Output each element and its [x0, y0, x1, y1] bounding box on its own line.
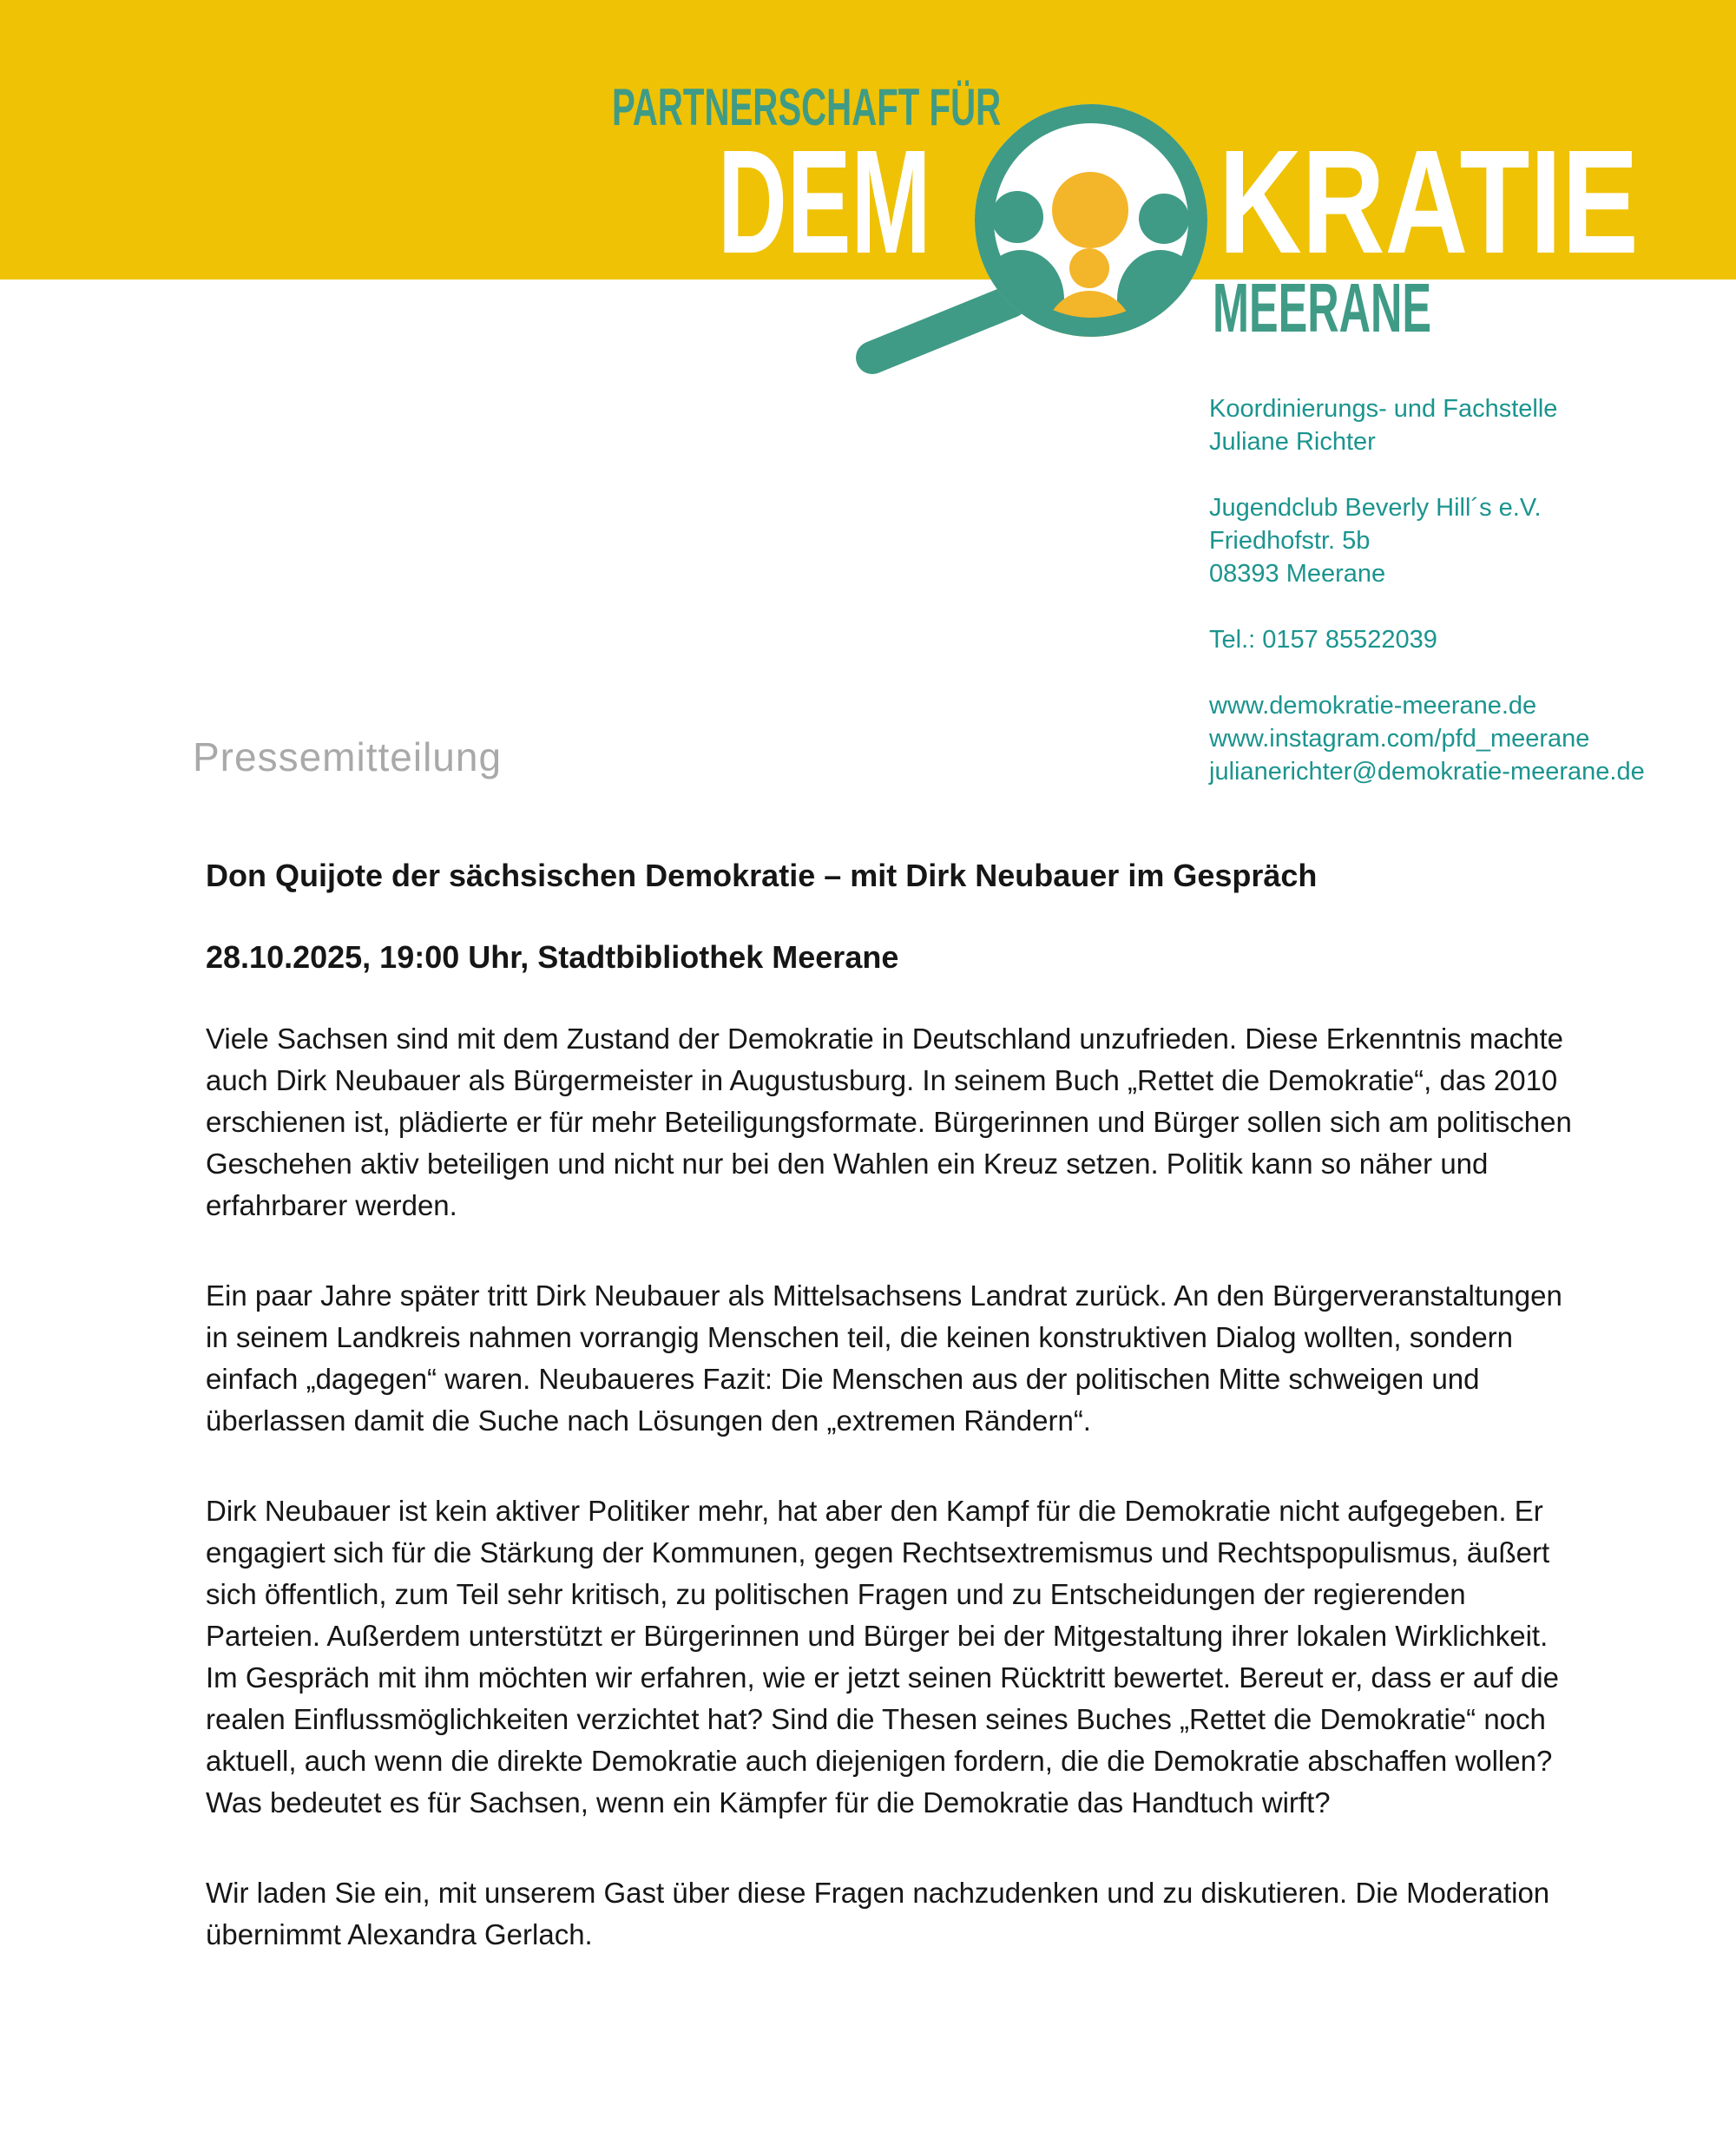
logo-city-meerane-text: MEERANE	[1213, 269, 1432, 346]
contact-phone: Tel.: 0157 85522039	[1209, 626, 1437, 654]
event-date-location: 28.10.2025, 19:00 Uhr, Stadtbibliothek Meerane	[206, 939, 899, 975]
document-body	[206, 855, 1577, 2004]
person-head-right-icon	[1139, 194, 1189, 244]
logo-word-kratie-text: KRATIE	[1219, 120, 1639, 285]
website-link[interactable]: www.demokratie-meerane.de	[1209, 692, 1537, 720]
magnifier-people-icon	[851, 78, 1224, 391]
logo-city-meerane	[1213, 269, 1560, 346]
contact-address-group	[1209, 491, 1645, 590]
document-kind-label: Pressemitteilung	[193, 734, 503, 779]
email-link[interactable]: julianerichter@demokratie-meerane.de	[1209, 758, 1645, 786]
instagram-link[interactable]: www.instagram.com/pfd_meerane	[1209, 725, 1590, 753]
logo-word-kratie	[1219, 120, 1736, 285]
contact-person: Juliane Richter	[1209, 428, 1376, 456]
contact-links-group	[1209, 689, 1645, 788]
headline: Don Quijote der sächsischen Demokratie – mit Dirk Neubauer im Gespräch	[206, 858, 1318, 893]
person-head-front-icon	[1069, 248, 1109, 288]
contact-city: 08393 Meerane	[1209, 560, 1386, 588]
contact-street: Friedhofstr. 5b	[1209, 527, 1371, 555]
logo-word-dem-text: DEM	[718, 120, 931, 285]
person-body-front-icon	[1044, 291, 1134, 386]
person-head-center-icon	[1052, 172, 1128, 248]
contact-block	[1209, 392, 1645, 821]
contact-phone-group	[1209, 623, 1645, 656]
person-head-left-icon	[991, 191, 1043, 243]
paragraph-1: Viele Sachsen sind mit dem Zustand der Demokratie in Deutschland unzufrieden. Diese Erkenntnis machte auch Dirk Neubauer als Bürgermeister in Augustusburg. In seinem Buch „Rettet die Demokratie“, das 2010 erschienen ist, plädierte er für mehr Beteiligungsformate. Bürgerinnen und Bürger sollen sich am politischen Geschehen aktiv beteiligen und nicht nur bei den Wahlen ein Kreuz setzen. Politik kann so näher und erfahrbarer werden.	[206, 1023, 1572, 1221]
paragraph-4: Wir laden Sie ein, mit unserem Gast über diese Fragen nachzudenken und zu diskutieren. Die Moderation übernimmt Alexandra Gerlach.	[206, 1877, 1550, 1950]
logo-line-partnerschaft-text: PARTNERSCHAFT FÜR	[612, 78, 1002, 136]
paragraph-2: Ein paar Jahre später tritt Dirk Neubauer als Mittelsachsens Landrat zurück. An den Bürgerveranstaltungen in seinem Landkreis nahmen vorrangig Menschen teil, die keinen konstruktiven Dialog wollten, sondern einfach „dagegen“ waren. Neubaueres Fazit: Die Menschen aus der politischen Mitte schweigen und überlassen damit die Suche nach Lösungen den „extremen Rändern“.	[206, 1279, 1562, 1437]
contact-role: Koordinierungs- und Fachstelle	[1209, 395, 1558, 423]
contact-org-group	[1209, 392, 1645, 458]
paragraph-3: Dirk Neubauer ist kein aktiver Politiker mehr, hat aber den Kampf für die Demokratie nicht aufgegeben. Er engagiert sich für die Stärkung der Kommunen, gegen Rechtsextremismus und Rechtspopulismus, äußert sich öffentlich, zum Teil sehr kritisch, zu politischen Fragen und zu Entscheidungen der regierenden Parteien. Außerdem unterstützt er Bürgerinnen und Bürger bei der Mitgestaltung ihrer lokalen Wirklichkeit. Im Gespräch mit ihm möchten wir erfahren, wie er jetzt seinen Rücktritt bewertet. Bereut er, dass er auf die realen Einflussmöglichkeiten verzichtet hat? Sind die Thesen seines Buches „Rettet die Demokratie“ noch aktuell, auch wenn die direkte Demokratie auch diejenigen fordern, die die Demokratie abschaffen wollen? Was bedeutet es für Sachsen, wenn ein Kämpfer für die Demokratie das Handtuch wirft?	[206, 1495, 1559, 1819]
contact-org-name: Jugendclub Beverly Hill´s e.V.	[1209, 494, 1542, 522]
magnifier-handle	[872, 301, 1011, 358]
